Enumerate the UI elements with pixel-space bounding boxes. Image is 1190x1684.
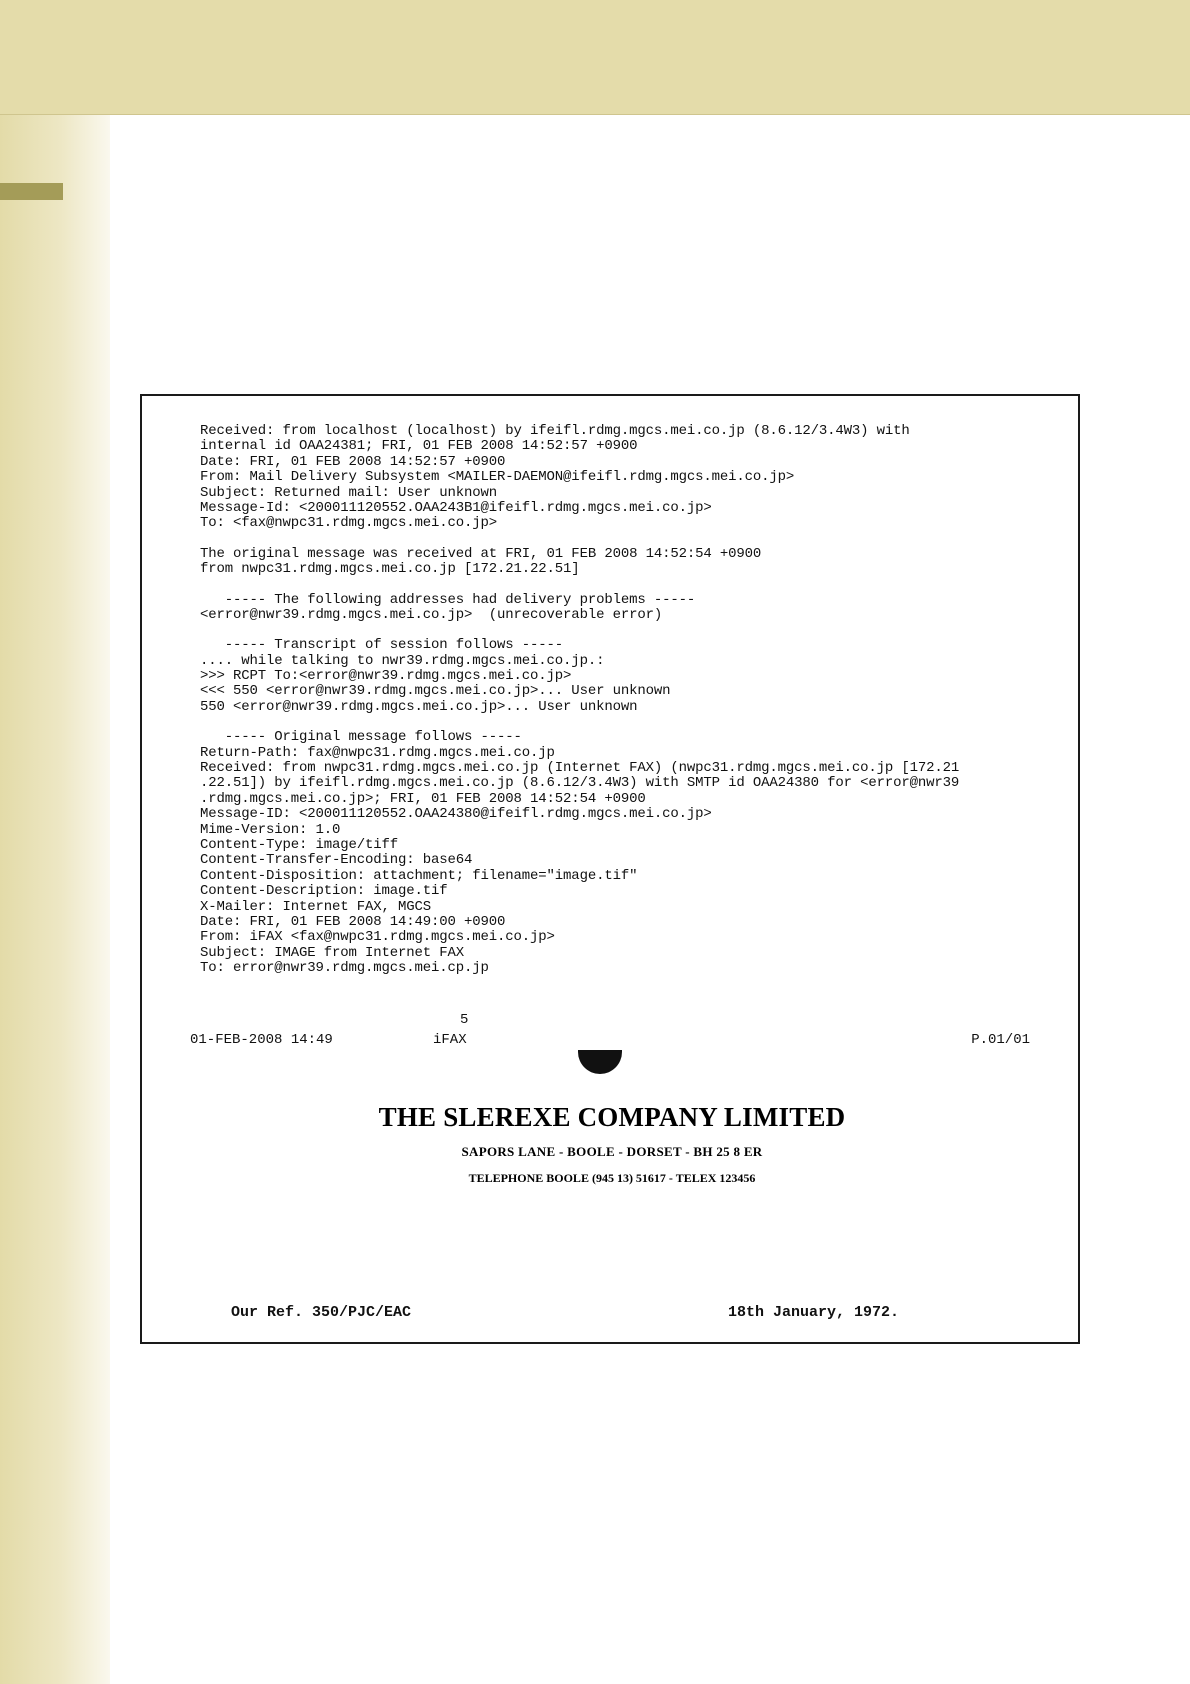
company-address: SAPORS LANE - BOOLE - DORSET - BH 25 8 ER [461,1144,763,1159]
fax-page-count: P.01/01 [971,1032,1030,1048]
fax-timestamp: 01-FEB-2008 14:49 [190,1032,333,1048]
fax-sender: iFAX [433,1032,467,1048]
header-band [0,0,1190,115]
mail-line: >>> RCPT To:<error@nwr39.rdmg.mgcs.mei.co.jp> [200,668,572,685]
mail-line: <<< 550 <error@nwr39.rdmg.mgcs.mei.co.jp>... User unknown [200,683,671,700]
transcript-section [200,638,1060,715]
mail-line: Content-Disposition: attachment; filename="image.tif" [200,867,638,884]
mail-line: .... while talking to nwr39.rdmg.mgcs.mei.co.jp.: [200,652,605,669]
mail-line: To: <fax@nwpc31.rdmg.mgcs.mei.co.jp> [200,515,498,532]
mail-line: ----- Original message follows ----- [200,729,522,746]
mail-line: Subject: Returned mail: User unknown [200,484,498,501]
section-marker [0,183,63,200]
mail-line: Received: from nwpc31.rdmg.mgcs.mei.co.jp (Internet FAX) (nwpc31.rdmg.mgcs.mei.co.jp [172.21 [200,760,960,777]
page-number: 5 [460,1012,469,1028]
fax-document [140,394,1080,1344]
mail-line: From: Mail Delivery Subsystem <MAILER-DAEMON@ifeifl.rdmg.mgcs.mei.co.jp> [200,469,795,486]
company-phone: TELEPHONE BOOLE (945 13) 51617 - TELEX 123456 [468,1171,756,1185]
mail-line: Message-Id: <200011120552.OAA243B1@ifeifl.rdmg.mgcs.mei.co.jp> [200,499,712,516]
mail-line: Return-Path: fax@nwpc31.rdmg.mgcs.mei.co.jp [200,744,555,761]
mail-line: from nwpc31.rdmg.mgcs.mei.co.jp [172.21.22.51] [200,561,580,578]
mail-line: 550 <error@nwr39.rdmg.mgcs.mei.co.jp>... User unknown [200,698,638,715]
mail-line: ----- The following addresses had delivery problems ----- [200,591,696,608]
mail-line: Date: FRI, 01 FEB 2008 14:52:57 +0900 [200,453,506,470]
mail-line: .22.51]) by ifeifl.rdmg.mgcs.mei.co.jp (8.6.12/3.4W3) with SMTP id OAA24380 for <error@nwr39 [200,775,960,792]
original-notice-section [200,547,1060,578]
original-message-section [200,730,1060,976]
mail-line: Message-ID: <200011120552.OAA24380@ifeifl.rdmg.mgcs.mei.co.jp> [200,806,712,823]
company-name: THE SLEREXE COMPANY LIMITED [378,1102,846,1132]
mail-line: <error@nwr39.rdmg.mgcs.mei.co.jp> (unrecoverable error) [200,606,663,623]
mail-line: internal id OAA24381; FRI, 01 FEB 2008 14:52:57 +0900 [200,438,638,455]
mail-line: From: iFAX <fax@nwpc31.rdmg.mgcs.mei.co.jp> [200,929,555,946]
mail-line: Subject: IMAGE from Internet FAX [200,944,465,961]
mail-line: Date: FRI, 01 FEB 2008 14:49:00 +0900 [200,913,506,930]
mail-line: Content-Type: image/tiff [200,836,399,853]
bounce-message [200,424,1060,977]
sidebar-band [0,115,110,1684]
mail-line: X-Mailer: Internet FAX, MGCS [200,898,432,915]
mail-line: Mime-Version: 1.0 [200,821,341,838]
mail-line: Content-Description: image.tif [200,883,448,900]
mail-line: Received: from localhost (localhost) by ifeifl.rdmg.mgcs.mei.co.jp (8.6.12/3.4W3) with [200,423,910,439]
mail-line: The original message was received at FRI, 01 FEB 2008 14:52:54 +0900 [200,545,762,562]
fax-header-line [190,1032,1030,1052]
letter-date: 18th January, 1972. [728,1304,900,1321]
delivery-problems-section [200,593,1060,624]
mail-line: .rdmg.mgcs.mei.co.jp>; FRI, 01 FEB 2008 14:52:54 +0900 [200,790,646,807]
mail-line: To: error@nwr39.rdmg.mgcs.mei.cp.jp [200,960,489,977]
mail-line: ----- Transcript of session follows ----- [200,637,564,654]
mail-line: Content-Transfer-Encoding: base64 [200,852,473,869]
letter-reference: Our Ref. 350/PJC/EAC [231,1304,412,1321]
mail-header-section [200,424,1060,532]
scan-blot [578,1050,622,1074]
